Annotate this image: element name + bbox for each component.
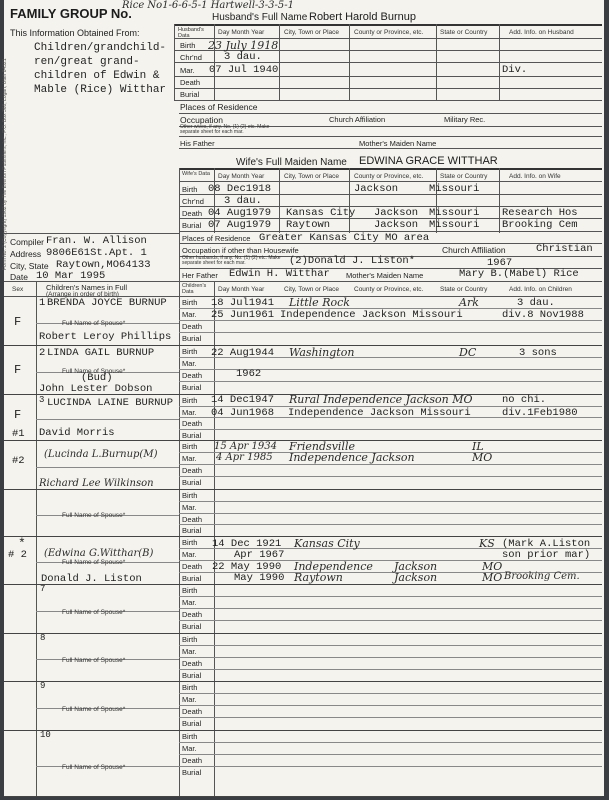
children-county-col-label: County or Province, etc. [354, 286, 424, 293]
husband-mar-info: Div. [502, 64, 528, 76]
compile-date: 10 Mar 1995 [36, 270, 106, 282]
wife-mother-label: Mother's Maiden Name [346, 271, 424, 280]
row-8-mar-label: Mar. [182, 647, 197, 656]
wife-residence: Greater Kansas City MO area [259, 232, 430, 244]
side-copyright-text: Form No. 2 (Copyright) 1962 by The Everton Publishers, Inc., P.O. Box 368, Logan, Utah 84321 [2, 58, 8, 270]
wife-county-col-label: County or Province, etc. [354, 173, 424, 180]
row-7-burial-label: Burial [182, 622, 202, 631]
compiler-label: Compiler [10, 237, 45, 247]
wife-chrnd-note: 3 dau. [224, 195, 262, 207]
slot-7-number: 7 [40, 584, 46, 594]
child-3-birth-info: no chi. [502, 394, 547, 406]
child-1-spouse-label: Full Name of Spouse* [62, 320, 126, 327]
second-husband-spouse: Donald J. Liston [41, 573, 142, 585]
row-4-burial-label: Burial [182, 478, 202, 487]
city-label: City, State [10, 261, 49, 271]
husband-residence-label: Places of Residence [180, 102, 258, 112]
wife-burial-date: 07 Aug1979 [208, 219, 272, 231]
info-source-line-4: Mable (Rice) Witthar [34, 84, 167, 96]
slot-10-number: 10 [40, 730, 51, 740]
second-husband-birth-info: (Mark A.Liston [502, 538, 591, 550]
children-names-sublabel: (Arrange in order of birth) [46, 291, 119, 298]
child-2-birth-city: Washington [289, 346, 355, 359]
husband-mar-date: 07 Jul 1940 [209, 64, 279, 76]
row-3-death-label: Death [182, 419, 203, 428]
row-2-birth-label: Birth [182, 347, 198, 356]
second-husband-death-date: 22 May 1990 [212, 561, 282, 573]
city: Raytown,MO64133 [56, 259, 151, 271]
child-4-mar-date: 4 Apr 1985 [216, 452, 273, 463]
wife-death-city: Kansas City [286, 207, 356, 219]
wife-name-label: Wife's Full Maiden Name [236, 157, 347, 168]
husband-county-col-label: County or Province, etc. [354, 29, 424, 36]
husband-military-label: Military Rec. [444, 115, 486, 124]
child-2-birth-info: 3 sons [519, 347, 557, 359]
wife-burial-label: Burial [182, 221, 202, 230]
family-group-sheet [4, 0, 604, 796]
husband-name: Robert Harold Burnup [309, 11, 417, 23]
wife-death-label: Death [182, 209, 203, 218]
row-10-death-label: Death [182, 756, 203, 765]
child-2-spouse: John Lester Dobson [39, 383, 153, 395]
row-10-mar-label: Mar. [182, 744, 197, 753]
wife-mother: Mary B.(Mabel) Rice [459, 268, 579, 280]
wife-city-col-label: City, Town or Place [284, 173, 340, 180]
children-state-col-label: State or Country [440, 286, 488, 293]
slot-8-spouse-label: Full Name of Spouse* [62, 657, 126, 664]
second-husband-birth-state: KS [479, 537, 495, 550]
wife-burial-county: Jackson [374, 219, 419, 231]
children-date-col-label: Day Month Year [218, 286, 265, 293]
wife-chrnd-label: Chr'nd [182, 197, 204, 206]
husband-date-col-label: Day Month Year [218, 29, 265, 36]
slot-8-number: 8 [40, 633, 46, 643]
row-1-birth-label: Birth [182, 298, 198, 307]
row-6-mar-label: Mar. [182, 550, 197, 559]
row-6-death-label: Death [182, 562, 203, 571]
wife-death-info: Research Hos [502, 207, 578, 219]
row-10-burial-label: Burial [182, 768, 202, 777]
row-5-mar-label: Mar. [182, 502, 197, 512]
compiler: Fran. W. Allison [46, 235, 147, 247]
slot-5-spouse-label: Full Name of Spouse* [62, 559, 126, 566]
child-3-name: LUCINDA LAINE BURNUP [47, 397, 174, 409]
date-label: Date [10, 272, 28, 282]
second-husband-mar-info: son prior mar) [502, 549, 591, 561]
husband-father-label: His Father [180, 139, 215, 148]
child-1-birth-state: Ark [459, 296, 479, 309]
second-husband-birth-city: Kansas City [294, 537, 360, 550]
child-3-sex: F [14, 408, 22, 422]
row-7-death-label: Death [182, 610, 203, 619]
wife-burial-state: Missouri [429, 219, 480, 231]
child-1-birth-info: 3 dau. [517, 297, 555, 309]
row-5-burial-label: Burial [182, 526, 202, 536]
row-4-birth-label: Birth [182, 442, 198, 451]
row-9-birth-label: Birth [182, 683, 198, 692]
row-8-birth-label: Birth [182, 635, 198, 644]
children-city-col-label: City, Town or Place [284, 286, 340, 293]
husband-addinfo-col-label: Add. Info. on Husband [509, 29, 574, 36]
info-source-line-1: Children/grandchild- [34, 42, 167, 54]
child-1-birth-date: 18 Jul1941 [211, 297, 275, 309]
wife-church: Christian [536, 243, 593, 255]
child-4-birth-state: IL [472, 440, 484, 453]
husband-death-label: Death [180, 78, 201, 87]
child-2-name: LINDA GAIL BURNUP [47, 347, 155, 359]
wife-father-label: Her Father [182, 271, 218, 280]
second-husband-star: * [18, 536, 26, 551]
child-2-spouse-label: Full Name of Spouse* [62, 368, 126, 375]
husband-occupation-label: Occupation [180, 115, 223, 125]
child-3-number: 3 [39, 395, 45, 405]
row-1-burial-label: Burial [182, 334, 202, 343]
row-8-burial-label: Burial [182, 671, 202, 680]
row-2-mar-label: Mar. [182, 359, 197, 368]
childrens-data-label: Children's Data [182, 283, 207, 295]
wife-other-husbands: (2)Donald J. Liston* [289, 255, 416, 267]
wife-occupation-label: Occupation if other than Housewife [182, 246, 299, 255]
husband-state-col-label: State or Country [440, 29, 488, 36]
row-8-death-label: Death [182, 659, 203, 668]
row-6-birth-label: Birth [182, 538, 198, 547]
husband-other-wives-label: Other wives, if any. No. (1) (2) etc. Make separate sheet for each mar. [180, 124, 270, 135]
wife-residence-label: Places of Residence [182, 234, 251, 243]
child-3-birth-place: Rural Independence Jackson MO [289, 393, 473, 406]
row-7-mar-label: Mar. [182, 598, 197, 607]
child-3-spouse: David Morris [39, 427, 115, 439]
wife-church-label: Church Affiliation [442, 245, 506, 255]
slot-4-spouse-label: Full Name of Spouse* [62, 512, 126, 519]
row-9-mar-label: Mar. [182, 695, 197, 704]
child-1-mar-place: Independence Jackson Missouri [280, 309, 463, 321]
sex-col-label: Sex [12, 286, 24, 293]
second-husband-burial-info: Brooking Cem. [504, 571, 580, 582]
child-1-mar-date: 25 Jun1961 [211, 309, 275, 321]
row-3-mar-label: Mar. [182, 407, 197, 417]
child-2-spouse-nick: (Bud) [81, 372, 113, 384]
row-5-birth-label: Birth [182, 491, 198, 500]
husband-chrnd-note: 3 dau. [224, 51, 262, 63]
row-1-mar-label: Mar. [182, 310, 197, 319]
row-1-death-label: Death [182, 322, 203, 331]
children-addinfo-col-label: Add. Info. on Children [509, 286, 572, 293]
child-4-mark: #2 [12, 455, 25, 467]
wife-birth-date: 08 Dec1918 [208, 183, 272, 195]
child-4-mar-state: MO [472, 451, 493, 464]
husbands-data-label: Husband's Data [178, 27, 204, 39]
wife-name: EDWINA GRACE WITTHAR [359, 155, 498, 167]
child-3-mar-date: 04 Jun1968 [211, 407, 275, 419]
wife-date-col-label: Day Month Year [218, 173, 265, 180]
husband-mother-label: Mother's Maiden Name [359, 139, 437, 148]
child-1-number: 1 [39, 297, 46, 309]
row-4-death-label: Death [182, 466, 203, 475]
row-9-death-label: Death [182, 707, 203, 716]
child-1-spouse: Robert Leroy Phillips [39, 331, 172, 343]
second-husband-mar-date: Apr 1967 [234, 549, 285, 561]
address: 9806E61St.Apt. 1 [46, 247, 147, 259]
wife-father: Edwin H. Witthar [229, 268, 330, 280]
child-2-mar-date: 1962 [236, 368, 262, 380]
row-2-burial-label: Burial [182, 383, 202, 392]
husband-birth-label: Birth [180, 41, 196, 50]
row-4-mar-label: Mar. [182, 454, 197, 463]
second-husband-birth-date: 14 Dec 1921 [212, 538, 282, 550]
child-2-birth-date: 22 Aug1944 [211, 347, 275, 359]
second-husband-burial-date: May 1990 [234, 572, 285, 584]
wife-birth-label: Birth [182, 185, 198, 194]
wife-other-husbands-year: 1967 [487, 257, 513, 269]
wifes-data-label: Wife's Data [182, 171, 210, 177]
second-husband-death-city: Independence [294, 560, 373, 573]
wife-state-col-label: State or Country [440, 173, 488, 180]
slot-9-number: 9 [40, 681, 46, 691]
husband-name-label: Husband's Full Name [212, 12, 308, 23]
row-5-death-label: Death [182, 514, 203, 524]
child-4-name: (Lucinda L.Burnup(M) [44, 449, 158, 460]
wife-addinfo-col-label: Add. Info. on Wife [509, 173, 561, 180]
wife-burial-info: Brooking Cem [502, 219, 578, 231]
row-6-burial-label: Burial [182, 574, 202, 583]
child-4-birth-city: Friendsville [289, 440, 355, 453]
husband-mar-label: Mar. [180, 66, 195, 75]
husband-burial-label: Burial [180, 90, 200, 99]
second-husband-burial-state: MO [482, 571, 503, 584]
slot-10-spouse-label: Full Name of Spouse* [62, 764, 126, 771]
wife-death-state: Missouri [429, 207, 480, 219]
child-4-birth-date: 15 Apr 1934 [214, 441, 277, 452]
child-3-mark: #1 [12, 428, 25, 440]
info-source-line-3: children of Edwin & [34, 70, 160, 82]
wife-other-husbands-label: Other husbands, if any. No. (1) (2) etc. Make separate sheet for each mar. [182, 255, 281, 266]
second-husband-name: (Edwina G.Witthar(B) [44, 548, 154, 559]
second-husband-burial-city: Raytown [294, 571, 343, 584]
form-title: FAMILY GROUP No. [10, 6, 132, 21]
husband-chrnd-label: Chr'nd [180, 53, 202, 62]
wife-birth-county: Jackson [354, 183, 399, 195]
slot-7-spouse-label: Full Name of Spouse* [62, 609, 126, 616]
row-7-birth-label: Birth [182, 586, 198, 595]
address-label: Address [10, 249, 42, 259]
child-1-name: BRENDA JOYCE BURNUP [47, 297, 167, 309]
row-3-birth-label: Birth [182, 396, 198, 405]
child-2-number: 2 [39, 347, 46, 359]
row-9-burial-label: Burial [182, 719, 202, 728]
slot-9-spouse-label: Full Name of Spouse* [62, 706, 126, 713]
info-source-line-2: ren/great grand- [34, 56, 140, 68]
second-husband-burial-county: Jackson [394, 571, 438, 584]
row-2-death-label: Death [182, 371, 203, 380]
child-3-mar-place: Independence Jackson Missouri [288, 407, 471, 419]
child-3-birth-date: 14 Dec1947 [211, 394, 275, 406]
wife-death-date: 04 Aug1979 [208, 207, 272, 219]
husband-church-label: Church Affiliation [329, 115, 386, 124]
children-names-label: Children's Names in Full [46, 283, 128, 292]
row-3-burial-label: Burial [182, 430, 202, 440]
second-husband-mark: # 2 [8, 549, 27, 561]
child-4-mar-place: Independence Jackson [289, 451, 415, 464]
wife-burial-city: Raytown [286, 219, 331, 231]
second-husband-death-county: Jackson [394, 560, 438, 573]
husband-city-col-label: City, Town or Place [284, 29, 340, 36]
child-1-mar-info: div.8 Nov1988 [502, 309, 584, 321]
wife-death-county: Jackson [374, 207, 419, 219]
second-husband-death-state: MO [482, 560, 503, 573]
child-1-birth-city: Little Rock [289, 296, 350, 309]
info-obtained-label: This Information Obtained From: [10, 28, 140, 38]
child-2-birth-state: DC [459, 346, 477, 359]
row-10-birth-label: Birth [182, 732, 198, 741]
child-4-spouse: Richard Lee Wilkinson [39, 478, 154, 489]
child-2-sex: F [14, 363, 22, 377]
wife-birth-state: Missouri [429, 183, 480, 195]
child-1-sex: F [14, 315, 22, 329]
reference-handwritten: Rice No1-6-6-5-1 Hartwell-3-3-5-1 [122, 0, 295, 11]
child-3-mar-info: div.1Feb1980 [502, 407, 578, 419]
husband-birth-date: 23 July 1918 [208, 39, 279, 52]
